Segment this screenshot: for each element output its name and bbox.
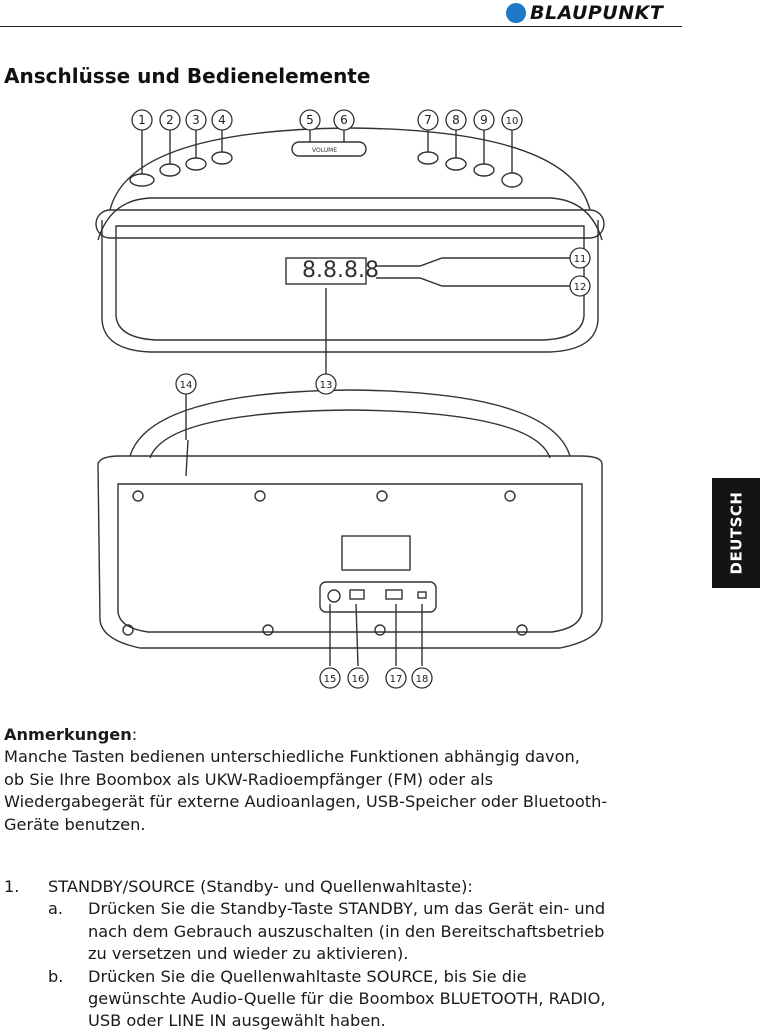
button-7 (418, 152, 438, 164)
brand-name: BLAUPUNKT (530, 2, 664, 24)
list-item-1 (4, 876, 694, 898)
button-2 (160, 164, 180, 176)
callout-label-18: 18 (415, 674, 429, 685)
callout-label-11: 11 (573, 254, 587, 265)
callout-label-15: 15 (323, 674, 337, 685)
callout-label-12: 12 (573, 282, 587, 293)
sub-line: Drücken Sie die Standby-Taste STANDBY, um das Gerät ein- und (88, 899, 606, 919)
button-8 (446, 158, 466, 170)
callout-label-10: 10 (505, 116, 519, 127)
sub-line: nach dem Gebrauch auszuschalten (in den Bereitschaftsbetrieb (88, 921, 605, 941)
callout-label-8: 8 (452, 113, 460, 127)
sub-line: zu versetzen und wieder zu aktivieren). (88, 944, 409, 964)
back-body-outline (98, 456, 602, 648)
usb-port (386, 590, 402, 599)
back-handle-outline (130, 390, 570, 456)
leader-11 (376, 258, 570, 266)
notes-line: Geräte benutzen. (4, 814, 146, 834)
device-diagram (90, 100, 610, 700)
back-panel-inner (118, 484, 582, 632)
notes-line: Wiedergabegerät für externe Audioanlagen, USB-Speicher oder Bluetooth- (4, 792, 608, 812)
callout-label-9: 9 (480, 113, 488, 127)
switch (350, 590, 364, 599)
button-1 (130, 174, 154, 186)
micro-usb-port (418, 592, 426, 598)
header-rule (0, 26, 682, 27)
notes-title: Anmerkungen (4, 725, 132, 744)
callout-label-17: 17 (389, 674, 403, 685)
sub-letter: b. (48, 966, 64, 986)
leader-16 (356, 604, 358, 666)
back-label-plate (342, 536, 410, 570)
top-body-rim (98, 198, 602, 240)
section-title: Anschlüsse und Bedienelemente (4, 64, 371, 88)
sub-letter: a. (48, 899, 64, 919)
callout-label-2: 2 (166, 113, 174, 127)
antenna (186, 440, 188, 476)
language-tab-label: DEUTSCH (727, 491, 746, 575)
display-digits: 8.8.8.8 (302, 258, 379, 283)
callout-label-4: 4 (218, 113, 226, 127)
sub-line: gewünschte Audio-Quelle für die Boombox BLUETOOTH, RADIO, (88, 989, 606, 1009)
front-panel-inner (116, 226, 584, 340)
device-illustration (90, 100, 610, 700)
sub-line: Drücken Sie die Quellenwahltaste SOURCE, bis Sie die (88, 966, 527, 986)
brand-logo (506, 2, 663, 24)
callout-label-1: 1 (138, 113, 146, 127)
callout-label-14: 14 (179, 380, 193, 391)
item-number: 1. (4, 877, 20, 896)
callout-label-13: 13 (319, 380, 333, 391)
callout-label-5: 5 (306, 113, 314, 127)
notes-line: Manche Tasten bedienen unterschiedliche Funktionen abhängig davon, (4, 747, 580, 767)
leader-12 (376, 278, 570, 286)
top-handle-band (96, 210, 604, 238)
notes-heading (4, 724, 694, 746)
sub-item-b (48, 966, 694, 1033)
notes-title-colon: : (131, 725, 138, 744)
notes-line: ob Sie Ihre Boombox als UKW-Radioempfänger (FM) oder als (4, 769, 494, 789)
callout-label-6: 6 (340, 113, 348, 127)
callout-label-7: 7 (424, 113, 432, 127)
button-10 (502, 173, 522, 187)
volume-label: VOLUME (312, 147, 338, 154)
item-text: STANDBY/SOURCE (Standby- und Quellenwahltaste): (48, 877, 473, 896)
button-4 (212, 152, 232, 164)
button-9 (474, 164, 494, 176)
callout-label-16: 16 (351, 674, 365, 685)
button-3 (186, 158, 206, 170)
brand-dot-icon (506, 3, 526, 23)
callout-markers (132, 110, 590, 688)
sub-line: USB oder LINE IN ausgewählt haben. (88, 1011, 386, 1031)
language-tab (712, 478, 760, 588)
aux-jack (328, 590, 340, 602)
back-handle-inner (150, 410, 550, 458)
instruction-list (4, 876, 694, 1033)
sub-item-a (48, 898, 694, 965)
notes-section (4, 724, 694, 836)
callout-label-3: 3 (192, 113, 200, 127)
